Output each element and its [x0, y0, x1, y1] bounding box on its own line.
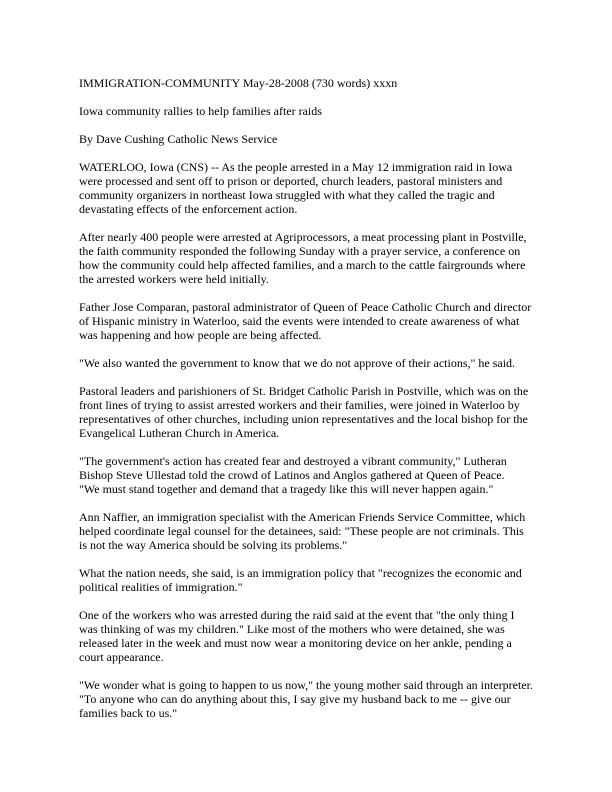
paragraph-comparan: Father Jose Comparan, pastoral administrator of Queen of Peace Catholic Church and director of Hispanic ministry in Waterloo, said the events were intended to create awareness of what was happening and how people are being affected.	[79, 300, 532, 342]
document-page	[79, 76, 534, 734]
paragraph-mother-quote: "We wonder what is going to happen to us now," the young mother said through an interpreter. "To anyone who can do anything about this, I say give my husband back to me -- give our families back to us."	[79, 678, 533, 720]
paragraph-ullestad-quote: "We must stand together and demand that a tragedy like this will never happen again."	[79, 482, 494, 496]
paragraph-st-bridget: Pastoral leaders and parishioners of St. Bridget Catholic Parish in Postville, which was on the front lines of trying to assist arrested workers and their families, were joined in Waterloo by representatives of other churches, including union representatives and the local bishop for the Evangelical Lutheran Church in America.	[79, 384, 529, 440]
headline: Iowa community rallies to help families after raids	[79, 104, 322, 118]
story-slug: IMMIGRATION-COMMUNITY May-28-2008 (730 words) xxxn	[79, 76, 398, 90]
paragraph-worker: One of the workers who was arrested during the raid said at the event that "the only thing I was thinking of was my children." Like most of the mothers who were detained, she was released later in the week and must now wear a monitoring device on her ankle, pending a court appearance.	[79, 608, 515, 664]
paragraph-ullestad: "The government's action has created fear and destroyed a vibrant community," Lutheran Bishop Steve Ullestad told the crowd of Latinos and Anglos gathered at Queen of Peace.	[79, 454, 507, 482]
paragraph-dateline: WATERLOO, Iowa (CNS) -- As the people arrested in a May 12 immigration raid in Iowa were processed and sent off to prison or deported, church leaders, pastoral ministers and community organizers in northeast Iowa struggled with what they called the tragic and devastating effects of the enforcement action.	[79, 160, 513, 216]
byline: By Dave Cushing Catholic News Service	[79, 132, 278, 146]
paragraph-arrests: After nearly 400 people were arrested at Agriprocessors, a meat processing plant in Postville, the faith community responded the following Sunday with a prayer service, a conference on how the community could help affected families, and a march to the cattle fairgrounds where the arrested workers were held initially.	[79, 230, 527, 286]
paragraph-comparan-quote: "We also wanted the government to know that we do not approve of their actions," he said.	[79, 356, 516, 370]
paragraph-naffier: Ann Naffier, an immigration specialist with the American Friends Service Committee, which helped coordinate legal counsel for the detainees, said: "These people are not criminals. This is not the way America should be solving its problems."	[79, 510, 526, 552]
paragraph-policy: What the nation needs, she said, is an immigration policy that "recognizes the economic and political realities of immigration."	[79, 566, 522, 594]
